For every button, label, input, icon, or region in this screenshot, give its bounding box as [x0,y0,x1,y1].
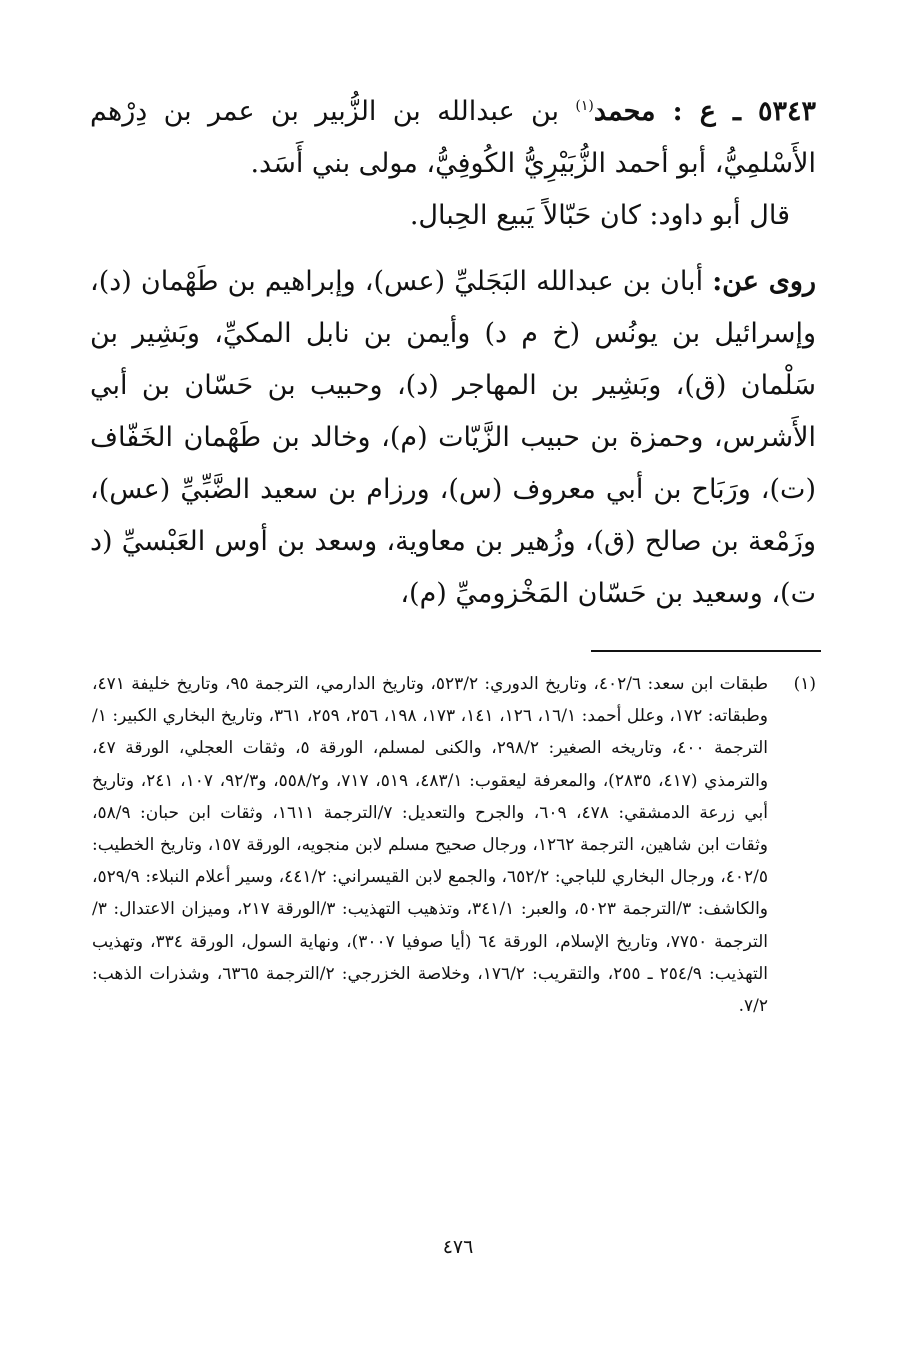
quote-line: قال أبو داود: كان حَبّالاً يَبيع الحِبال. [409,200,790,231]
page-number: ٤٧٦ [442,1236,474,1258]
narrators-text: أبان بن عبدالله البَجَليِّ (عس)، وإبراهيم بن طَهْمان (د)، وإسرائيل بن يونُس (خ م د) وأيمن بن نابل المكيِّ، وبَشِير بن سَلْمان (ق)، وبَشِير بن المهاجر (د)، وحبيب بن حَسّان بن أبي الأَشرس، وحمزة بن حبيب الزَّيّات (م)، وخالد بن طَهْمان الخَفّاف (ت)، ورَبَاح بن أبي معروف (س)، ورزام بن سعيد الضَّبِّيِّ (عس)، وزَمْعة بن صالح (ق)، وزُهير بن معاوية، وسعد بن أوس العَبْسيِّ (د ت)، وسعيد بن حَسّان المَخْزوميِّ (م)، [90,266,816,609]
footnote [92,668,816,1022]
narrators-label: روى عن: [712,266,817,297]
entry-paragraph [90,80,816,190]
footnote-number: (١) [793,674,816,694]
narrators-paragraph [90,256,816,620]
footnote-text: طبقات ابن سعد: ٤٠٢/٦، وتاريخ الدوري: ٥٢٣/٢، وتاريخ الدارمي، الترجمة ٩٥، وتاريخ خليفة ٤٧١، وطبقاته: ١٧٢، وعلل أحمد: ١٦/١، ١٢٦، ١٤١، ١٧٣، ١٩٨، ٢٥٦، ٢٥٩، ٣٦١، وتاريخ البخاري الكبير: ١/الترجمة ٤٠٠، وتاريخه الصغير: ٢٩٨/٢، والكنى لمسلم، الورقة ٥، وثقات العجلي، الورقة ٤٧، والترمذي (٤١٧، ٢٨٣٥)، والمعرفة ليعقوب: ٤٨٣/١، ٥١٩، ٧١٧، و٥٥٨/٢، و٩٢/٣، ١٠٧، ٢٤١، وتاريخ أبي زرعة الدمشقي: ٤٧٨، ٦٠٩، والجرح والتعديل: ٧/الترجمة ١٦١١، وثقات ابن حبان: ٥٨/٩، وثقات ابن شاهين، الترجمة ١٢٦٢، ورجال صحيح مسلم لابن منجويه، الورقة ١٥٧، وتاريخ الخطيب: ٤٠٢/٥، ورجال البخاري للباجي: ٦٥٢/٢، والجمع لابن القيسراني: ٤٤١/٢، وسير أعلام النبلاء: ٥٢٩/٩، والكاشف: ٣/الترجمة ٥٠٢٣، والعبر: ٣٤١/١، وتذهيب التهذيب: ٣/الورقة ٢١٧، وميزان الاعتدال: ٣/الترجمة ٧٧٥٠، وتاريخ الإسلام، الورقة ٦٤ (أيا صوفيا ٣٠٠٧)، ونهاية السول، الورقة ٣٣٤، وتهذيب التهذيب: ٢٥٤/٩ ـ ٢٥٥، والتقريب: ١٧٦/٢، وخلاصة الخزرجي: ٢/الترجمة ٦٣٦٥، وشذرات الذهب: ٧/٢. [92,674,769,1017]
footnotes [92,668,816,1022]
footnote-divider [591,650,821,652]
footnote-reference: (١) [575,98,594,114]
entry-text: بن عبدالله بن الزُّبير بن عمر بن دِرْهم الأَسْلمِيُّ، أبو أحمد الزُّبَيْرِيُّ الكُوفِيُّ، مولى بني أَسَد. [90,96,816,179]
entry-heading: ٥٣٤٣ ـ ع : محمد [593,96,816,127]
main-text [90,80,816,620]
